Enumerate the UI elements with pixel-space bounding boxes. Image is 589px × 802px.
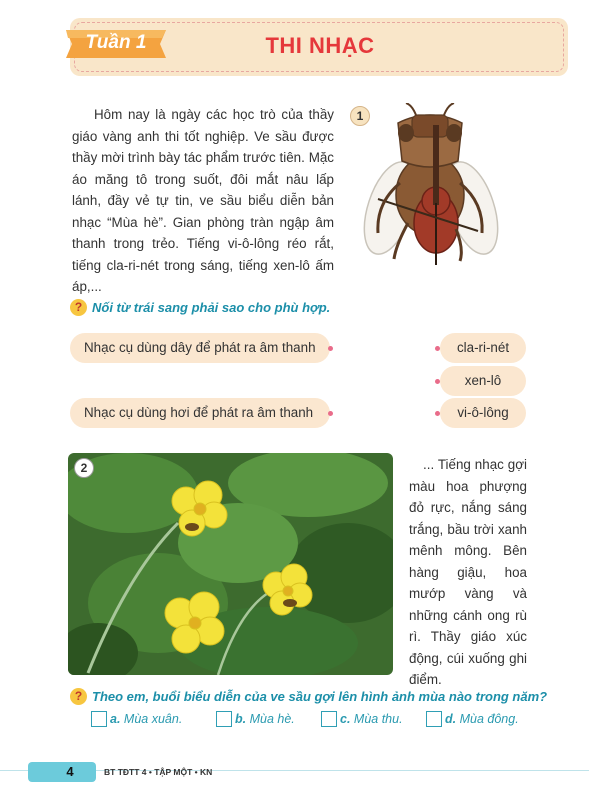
option-a-text: Mùa xuân.	[123, 712, 183, 726]
match-dot-left-1[interactable]	[328, 346, 333, 351]
match-right-item-1: cla-ri-nét	[440, 333, 526, 363]
match-left-item-1: Nhạc cụ dùng dây để phát ra âm thanh	[70, 333, 330, 363]
week-label: Tuần 1	[85, 32, 147, 53]
question-circle-icon: ?	[70, 299, 87, 316]
question-1-prompt: Nối từ trái sang phải sao cho phù hợp.	[92, 300, 331, 315]
option-a-letter: a.	[110, 712, 121, 726]
option-d-letter: d.	[445, 712, 457, 726]
passage-paragraph-1: Hôm nay là ngày các học trò của thầy giáo vàng anh thi tốt nghiệp. Ve sầu được thầy mời trình bày tác phẩm trước tiên. Mặc áo măng tô trong suốt, đôi mắt nâu lấp lánh, đầy vẻ tự tin, ve sầu biểu diễn bản nhạc “Mùa hè”. Gian phòng tràn ngập âm thanh trong trẻo. Tiếng vi-ô-lông réo rắt, tiếng cla-ri-nét trong sáng, tiếng xen-lô ấm áp,...	[72, 107, 334, 294]
option-a	[110, 711, 182, 727]
match-right-item-2: xen-lô	[440, 366, 526, 396]
option-d-text: Mùa đông.	[459, 712, 519, 726]
checkbox-option-a[interactable]	[91, 711, 107, 727]
option-c	[340, 711, 403, 727]
book-label: BT TĐTT 4 • TẬP MỘT • KN	[104, 767, 213, 777]
cicada-cello-illustration	[360, 103, 500, 273]
option-c-text: Mùa thu.	[353, 712, 403, 726]
match-right-item-3: vi-ô-lông	[440, 398, 526, 428]
passage-paragraph-2: ... Tiếng nhạc gợi màu hoa phượng đỏ rực, nắng sáng trắng, bầu trời xanh mênh mông. Bên hàng giậu, hoa mướp vàng và những cánh ong rù rì. Thầy giáo xúc động, cúi xuống ghi điểm.	[409, 457, 527, 687]
question-2-prompt: Theo em, buổi biểu diễn của ve sầu gợi lên hình ảnh mùa nào trong năm?	[92, 689, 548, 704]
image-number-2: 2	[74, 458, 94, 478]
option-b-letter: b.	[235, 712, 247, 726]
checkbox-option-d[interactable]	[426, 711, 442, 727]
match-dot-left-2[interactable]	[328, 411, 333, 416]
image-number-1: 1	[350, 106, 370, 126]
checkbox-option-b[interactable]	[216, 711, 232, 727]
gourd-flowers-photo	[68, 453, 393, 675]
lesson-title: THI NHẠC	[265, 33, 375, 58]
match-left-item-2: Nhạc cụ dùng hơi để phát ra âm thanh	[70, 398, 330, 428]
question-circle-icon: ?	[70, 688, 87, 705]
option-c-letter: c.	[340, 712, 351, 726]
option-d	[445, 711, 519, 727]
page-number: 4	[66, 764, 74, 779]
option-b-text: Mùa hè.	[249, 712, 295, 726]
option-b	[235, 711, 295, 727]
checkbox-option-c[interactable]	[321, 711, 337, 727]
